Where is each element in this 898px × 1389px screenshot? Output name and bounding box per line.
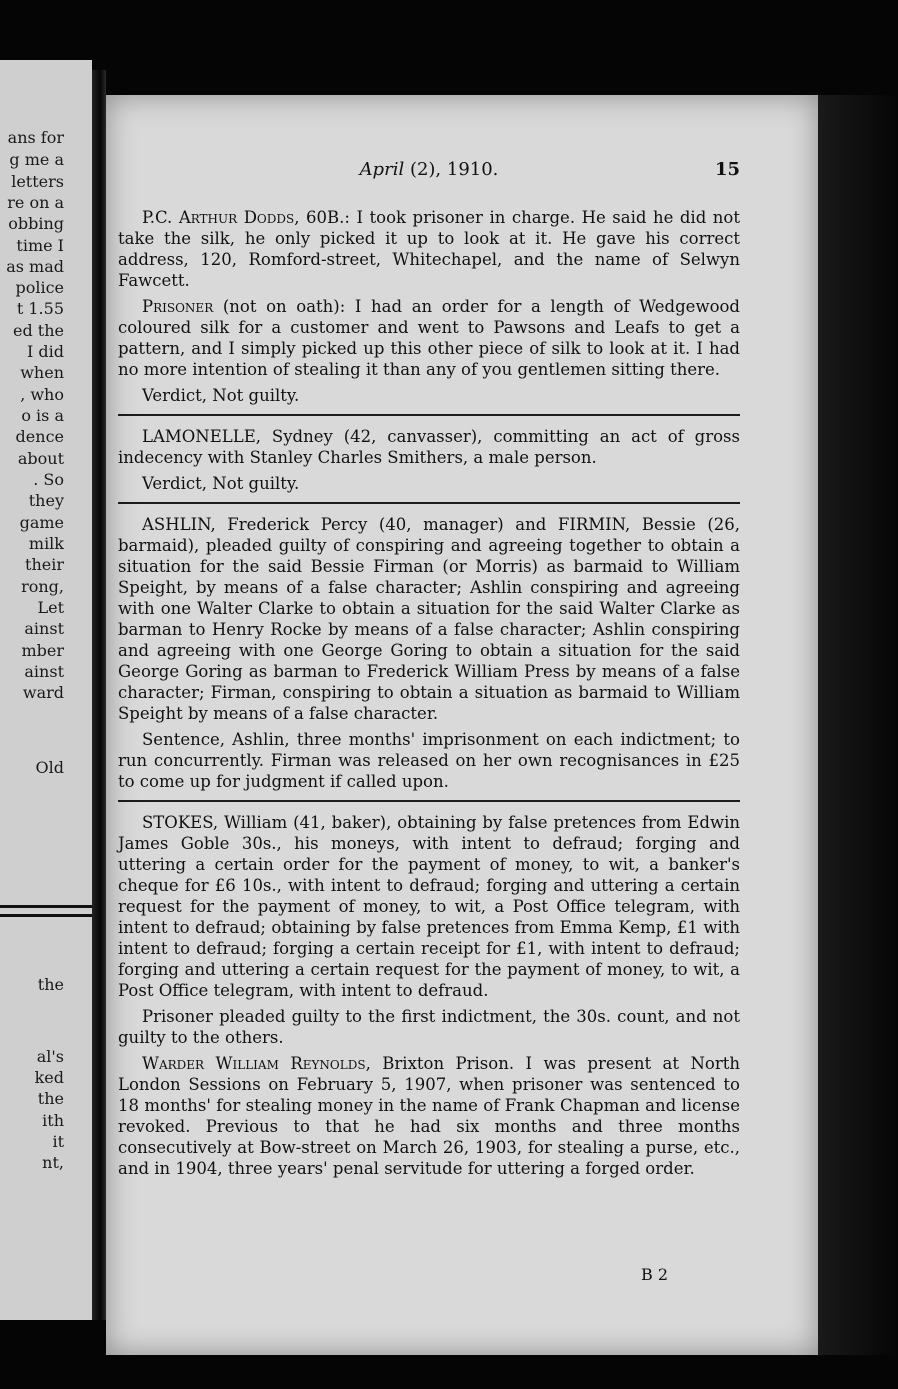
paragraph-text: (not on oath): I had an order for a length of Wedgewood coloured silk for a customer and went to Pawsons and Leafs to get a pattern, and I simply picked up this other piece of silk to look at it. I had no more intention of stealing it than any of you gentlemen sitting there. (118, 297, 740, 379)
left-page-fragment: when (20, 363, 64, 382)
left-page-fragment: they (28, 491, 64, 510)
left-rule (0, 905, 92, 908)
book-gutter (92, 70, 106, 1320)
case-section (118, 207, 740, 406)
paragraph-text: Brixton Prison. I was present at North London Sessions on February 5, 1907, when prisoner was sentenced to 18 months' for stealing money in the name of Frank Chapman and license revoked. Previous to that he had six months and three months consecutively at Bow-street on March 26, 1903, for stealing a purse, etc., and in 1904, three years' penal servitude for uttering a forged order. (118, 1054, 740, 1178)
paragraph-text: ASHLIN, Frederick Percy (40, manager) and FIRMIN, Bessie (26, barmaid), pleaded guilty of conspiring and agreeing together to obtain a situation for the said Bessie Firman (or Morris) as barmaid to William Speight, by means of a false character; Ashlin conspiring and agreeing with one Walter Clarke to obtain a situation for the said Walter Clarke as barman to Henry Rocke by means of a false character; Ashlin conspiring and agreeing with one George Goring to obtain a situation for the said George Goring as barman to Frederick William Press by means of a false character; Firman, conspiring to obtain a situation as barmaid to William Speight by means of a false character. (118, 515, 740, 723)
page-body (118, 207, 740, 1184)
speaker-name: Warder William Reynolds, (142, 1054, 371, 1073)
left-page-fragment: milk (28, 534, 64, 553)
left-page-fragment: I did (26, 342, 64, 361)
paragraph (118, 296, 740, 380)
left-page-fragment: re on a (7, 193, 64, 212)
left-page-fragment: ans for (7, 128, 64, 147)
left-page-fragment: . So (33, 470, 64, 489)
left-page-fragment: Let (37, 598, 64, 617)
left-page-fragment: Old (35, 758, 64, 777)
paragraph-text: LAMONELLE, Sydney (42, canvasser), committing an act of gross indecency with Stanley Charles Smithers, a male person. (118, 427, 740, 467)
section-rule (118, 414, 740, 416)
left-rule (0, 914, 92, 917)
left-page-fragment: , who (20, 385, 64, 404)
left-page-fragment: o is a (21, 406, 64, 425)
left-page-fragment: game (19, 513, 64, 532)
left-page-fragment: ed the (13, 321, 64, 340)
case-section (118, 514, 740, 792)
paragraph-text: Verdict, Not guilty. (142, 474, 300, 493)
page-number: 15 (714, 159, 740, 180)
left-facing-page (0, 60, 92, 1320)
running-head (118, 159, 740, 183)
running-head-year: (2), 1910. (409, 159, 499, 180)
paragraph (118, 473, 740, 494)
paragraph (118, 1053, 740, 1179)
signature-mark: B 2 (641, 1265, 669, 1284)
left-page-fragment: as mad (6, 257, 64, 276)
paragraph (118, 207, 740, 291)
left-page-fragment: it (52, 1132, 64, 1151)
paragraph (118, 385, 740, 406)
left-page-fragment: nt, (42, 1153, 64, 1172)
paragraph (118, 1006, 740, 1048)
left-page-fragment: mber (21, 641, 64, 660)
paragraph (118, 514, 740, 724)
left-page-fragment: their (25, 555, 64, 574)
paragraph-text: Prisoner pleaded guilty to the first indictment, the 30s. count, and not guilty to the others. (118, 1007, 740, 1047)
case-section (118, 812, 740, 1179)
left-page-fragment: rong, (21, 577, 64, 596)
left-page-fragment: t 1.55 (16, 299, 64, 318)
left-page-fragment: ainst (24, 662, 64, 681)
left-page-fragment: obbing (8, 214, 64, 233)
paragraph-text: 60B.: I took prisoner in charge. He said he did not take the silk, he only picked it up to look at it. He gave his correct address, 120, Romford-street, Whitechapel, and the name of Selwyn Fawcett. (118, 208, 740, 290)
running-head-month: April (359, 159, 405, 180)
paragraph-text: STOKES, William (41, baker), obtaining by false pretences from Edwin James Goble 30s., his moneys, with intent to defraud; forging and uttering a certain order for the payment of money, to wit, a banker's cheque for £6 10s., with intent to defraud; forging and uttering a certain request for the payment of money, to wit, a Post Office telegram, with intent to defraud; obtaining by false pretences from Emma Kemp, £1 with intent to defraud; forging a certain receipt for £1, with intent to defraud; forging and uttering a certain request for the payment of money, to wit, a Post Office telegram, with intent to defraud. (118, 813, 740, 1000)
left-page-fragment: the (37, 975, 64, 994)
left-page-fragment: ward (22, 683, 64, 702)
left-page-fragment: al's (36, 1047, 64, 1066)
section-rule (118, 800, 740, 802)
paragraph (118, 426, 740, 468)
left-page-fragment: ked (34, 1068, 64, 1087)
left-page-fragment: the (37, 1089, 64, 1108)
left-page-fragment: g me a (9, 150, 64, 169)
running-head-date (118, 159, 740, 180)
page-margin-shadow (818, 95, 898, 1355)
paragraph (118, 729, 740, 792)
paragraph-text: Verdict, Not guilty. (142, 386, 300, 405)
left-page-fragment: ainst (24, 619, 64, 638)
left-page-fragment: letters (11, 172, 64, 191)
book-page (106, 95, 818, 1355)
left-page-fragment: police (15, 278, 64, 297)
paragraph (118, 812, 740, 1001)
speaker-name: Prisoner (142, 297, 214, 316)
speaker-name: P.C. Arthur Dodds, (142, 208, 300, 227)
section-rule (118, 502, 740, 504)
paragraph-text: Sentence, Ashlin, three months' imprisonment on each indictment; to run concurrently. Firman was released on her own recognisances in £25 to come up for judgment if called upon. (118, 730, 740, 791)
left-page-rules (0, 905, 92, 923)
left-page-fragment: about (17, 449, 64, 468)
left-page-fragment: dence (15, 427, 64, 446)
left-page-fragment: time I (16, 236, 64, 255)
left-page-fragment: ith (42, 1111, 64, 1130)
case-section (118, 426, 740, 494)
